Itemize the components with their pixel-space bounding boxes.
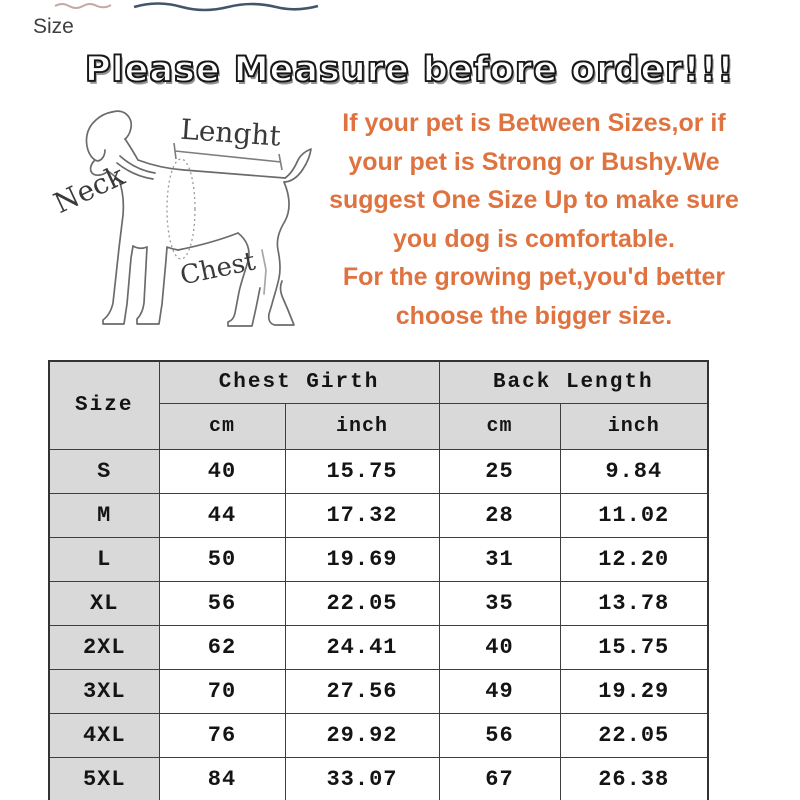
chest-inch-cell: 15.75 xyxy=(285,450,439,494)
chest-inch-cell: 33.07 xyxy=(285,758,439,800)
table-row xyxy=(49,626,708,670)
size-cell: 5XL xyxy=(49,758,159,800)
measure-warning-title: Please Measure before order!!! xyxy=(85,50,735,90)
size-cell: L xyxy=(49,538,159,582)
chest-girth-group-header: Chest Girth xyxy=(159,361,439,404)
sizing-notice xyxy=(322,104,746,335)
back-cm-cell: 31 xyxy=(439,538,560,582)
back-cm-cell: 49 xyxy=(439,670,560,714)
chest-inch-cell: 29.92 xyxy=(285,714,439,758)
table-row xyxy=(49,582,708,626)
neck-label: Neck xyxy=(48,158,130,220)
back-inch-cell: 11.02 xyxy=(560,494,708,538)
wavy-line-decoration xyxy=(132,0,320,14)
back-length-group-header: Back Length xyxy=(439,361,708,404)
chest-cm-cell: 50 xyxy=(159,538,285,582)
notice-line: your pet is Strong or Bushy.We xyxy=(348,147,720,176)
notice-line: suggest One Size Up to make sure xyxy=(329,186,739,214)
notice-line: For the growing pet,you'd better xyxy=(342,263,726,291)
table-row xyxy=(49,450,708,494)
unit-header-cm: cm xyxy=(159,404,285,450)
chest-girth-dotted-ellipse xyxy=(167,159,195,259)
table-row xyxy=(49,538,708,582)
wavy-line-decoration-left xyxy=(53,0,113,12)
size-cell: 4XL xyxy=(49,714,159,758)
back-inch-cell: 26.38 xyxy=(560,758,708,800)
table-row xyxy=(49,758,708,800)
length-label: Lenght xyxy=(179,112,282,153)
size-chart-table xyxy=(48,360,709,800)
size-chart-table-container xyxy=(48,360,709,800)
chest-cm-cell: 84 xyxy=(159,758,285,800)
back-inch-cell: 19.29 xyxy=(560,670,708,714)
back-inch-cell: 13.78 xyxy=(560,582,708,626)
unit-header-inch: inch xyxy=(560,404,708,450)
back-inch-cell: 9.84 xyxy=(560,450,708,494)
back-cm-cell: 67 xyxy=(439,758,560,800)
table-row xyxy=(49,714,708,758)
chest-cm-cell: 56 xyxy=(159,582,285,626)
table-row xyxy=(49,670,708,714)
size-cell: 3XL xyxy=(49,670,159,714)
back-cm-cell: 28 xyxy=(439,494,560,538)
chest-cm-cell: 62 xyxy=(159,626,285,670)
notice-line: If your pet is Between Sizes,or if xyxy=(342,109,726,137)
table-row xyxy=(49,494,708,538)
chest-inch-cell: 24.41 xyxy=(285,626,439,670)
chest-label: Chest xyxy=(177,246,259,292)
notice-line: you dog is comfortable. xyxy=(393,224,675,253)
back-inch-cell: 15.75 xyxy=(560,626,708,670)
dog-measurement-diagram xyxy=(28,98,348,338)
chest-cm-cell: 70 xyxy=(159,670,285,714)
size-cell: 2XL xyxy=(49,626,159,670)
chest-inch-cell: 27.56 xyxy=(285,670,439,714)
unit-header-inch: inch xyxy=(285,404,439,450)
chest-inch-cell: 17.32 xyxy=(285,494,439,538)
back-cm-cell: 25 xyxy=(439,450,560,494)
back-inch-cell: 12.20 xyxy=(560,538,708,582)
back-cm-cell: 35 xyxy=(439,582,560,626)
unit-header-cm: cm xyxy=(439,404,560,450)
chest-inch-cell: 19.69 xyxy=(285,538,439,582)
chest-inch-cell: 22.05 xyxy=(285,582,439,626)
back-cm-cell: 40 xyxy=(439,626,560,670)
back-cm-cell: 56 xyxy=(439,714,560,758)
size-cell: S xyxy=(49,450,159,494)
chest-cm-cell: 76 xyxy=(159,714,285,758)
size-section-label: Size xyxy=(33,15,74,38)
size-column-header: Size xyxy=(49,361,159,450)
size-cell: M xyxy=(49,494,159,538)
chest-cm-cell: 40 xyxy=(159,450,285,494)
back-inch-cell: 22.05 xyxy=(560,714,708,758)
chest-cm-cell: 44 xyxy=(159,494,285,538)
size-cell: XL xyxy=(49,582,159,626)
notice-line: choose the bigger size. xyxy=(395,301,673,330)
